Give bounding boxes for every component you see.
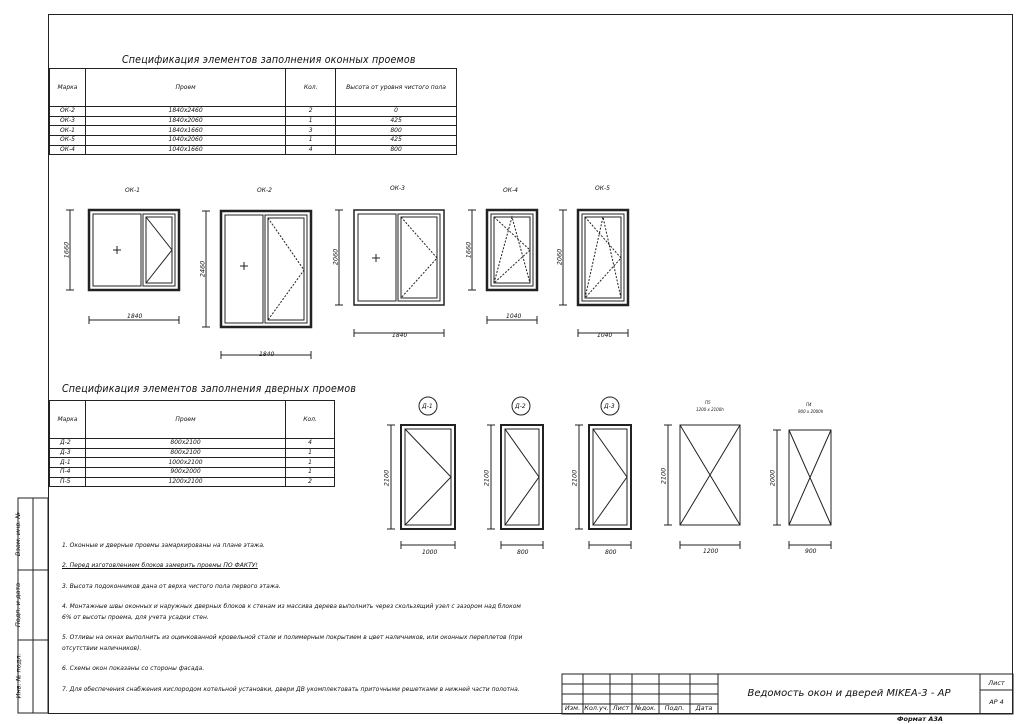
dim-height: 1660 [464,241,473,259]
table-cell: 425 [336,116,457,126]
note-4-cont: 6% от высоты проема, для учета усадки стен. [62,614,209,621]
side-stamp-label: Инв. № подл. [14,653,23,699]
table-cell: 425 [336,136,457,146]
table-cell: 1200х2100 [85,477,285,487]
header-cell: Кол. [286,69,336,107]
door-label: Д-1 [422,403,433,410]
table-cell: ОК-1 [50,126,86,136]
note-5: 5. Отливы на окнах выполнить из оцинкованной кровельной стали и полимерным покрытием в цвет наличников, или оконных переплетов (при [62,634,523,641]
door-label: П5 [705,400,711,405]
dim-height: 2460 [198,260,207,278]
window-label: ОК-2 [257,187,272,194]
window-label: ОК-3 [390,185,405,192]
note-2: 2. Перед изготовлением блоков замерить проемы ПО ФАКТУ! [62,562,258,569]
header-cell: Высота от уровня чистого пола [336,69,457,107]
dim-height: 2100 [382,469,391,487]
door-sublabel: 1200 х 2100h [696,407,724,412]
table-cell: 0 [336,107,457,117]
dim-height: 2060 [331,248,340,266]
window-label: ОК-5 [595,185,610,192]
table-cell: 1040х2060 [85,136,285,146]
table-cell: 1840х1660 [85,126,285,136]
sheet-label: Лист [988,679,1005,687]
side-stamp-label: Подп. и дата [14,582,23,628]
format-label: Формат А3А [897,715,943,723]
dim-width: 1840 [392,332,408,339]
table-cell: П-5 [50,477,86,487]
sheet-value: АР 4 [989,698,1004,706]
table-cell: 1 [286,136,336,146]
table-cell: Д-3 [50,448,86,458]
door-sublabel: 900 х 2000h [798,409,824,414]
header-cell: Кол. [286,401,335,439]
table-cell: 1 [286,468,335,478]
table-cell: 1000х2100 [85,458,285,468]
dim-width: 1040 [506,313,522,320]
table-cell: 2 [286,477,335,487]
table-cell: 900х2000 [85,468,285,478]
doors-table-title: Спецификация элементов заполнения дверных проемов [62,383,357,395]
table-cell: ОК-5 [50,136,86,146]
dim-height: 2100 [570,469,579,487]
title-block-col: Подп. [664,704,685,712]
note-5-cont: отсутствии наличников). [62,645,142,652]
dim-width: 1000 [422,549,438,556]
table-cell: ОК-4 [50,145,86,155]
title-block-col: Лист [612,704,630,712]
drawing-title: Ведомость окон и дверей MIKEA-3 - АР [747,688,951,699]
dim-width: 1840 [259,351,275,358]
table-cell: 1 [286,458,335,468]
table-cell: 800 [336,126,457,136]
note-7: 7. Для обеспечения снабжения кислородом котельной установки, двери ДВ укомплектовать приточными решетками в нижней части полотна. [62,686,520,693]
dim-width: 800 [605,549,617,556]
table-cell: 1 [286,448,335,458]
window-label: ОК-4 [503,187,518,194]
dim-height: 2100 [482,469,491,487]
dim-width: 1840 [127,313,143,320]
table-cell: 800х2100 [85,448,285,458]
header-cell: Марка [50,401,86,439]
table-cell: 1 [286,116,336,126]
door-label: Д-3 [604,403,615,410]
note-3: 3. Высота подоконников дана от верха чистого пола первого этажа. [62,583,281,590]
note-4: 4. Монтажные швы оконных и наружных дверных блоков к стенам из массива дерева выполнить через скользящий узел с зазором над блоком [62,603,521,610]
table-cell: 800 [336,145,457,155]
title-block-col: Изм. [564,704,581,712]
table-cell: 4 [286,145,336,155]
title-block-col: Дата [695,704,713,712]
door-label: Д-2 [515,403,526,410]
table-cell: ОК-2 [50,107,86,117]
table-cell: 2 [286,107,336,117]
dim-height: 2000 [768,469,777,487]
table-cell: 4 [286,439,335,449]
table-cell: 1840х2060 [85,116,285,126]
dim-width: 1200 [703,548,719,555]
table-cell: Д-1 [50,458,86,468]
dim-width: 1040 [597,332,613,339]
title-block-col: №док. [634,704,657,712]
table-cell: 1840х2460 [85,107,285,117]
header-cell: Проем [85,69,285,107]
table-cell: 3 [286,126,336,136]
table-cell: П-4 [50,468,86,478]
dim-height: 2060 [555,248,564,266]
dim-width: 900 [805,548,817,555]
window-label: ОК-1 [125,187,140,194]
side-stamp-label: Взам. инв. № [14,511,23,557]
table-cell: ОК-3 [50,116,86,126]
header-cell: Марка [50,69,86,107]
dim-height: 2100 [659,467,668,485]
dim-width: 800 [517,549,529,556]
table-cell: 800х2100 [85,439,285,449]
table-cell: Д-2 [50,439,86,449]
title-block-col: Кол.уч. [584,704,609,712]
dim-height: 1660 [62,241,71,259]
header-cell: Проем [85,401,285,439]
windows-table-title: Спецификация элементов заполнения оконных проемов [122,54,416,66]
table-cell: 1040х1660 [85,145,285,155]
note-6: 6. Схемы окон показаны со стороны фасада. [62,665,205,672]
door-label: П4 [806,402,812,407]
note-1: 1. Оконные и дверные проемы замаркированы на плане этажа. [62,542,265,549]
